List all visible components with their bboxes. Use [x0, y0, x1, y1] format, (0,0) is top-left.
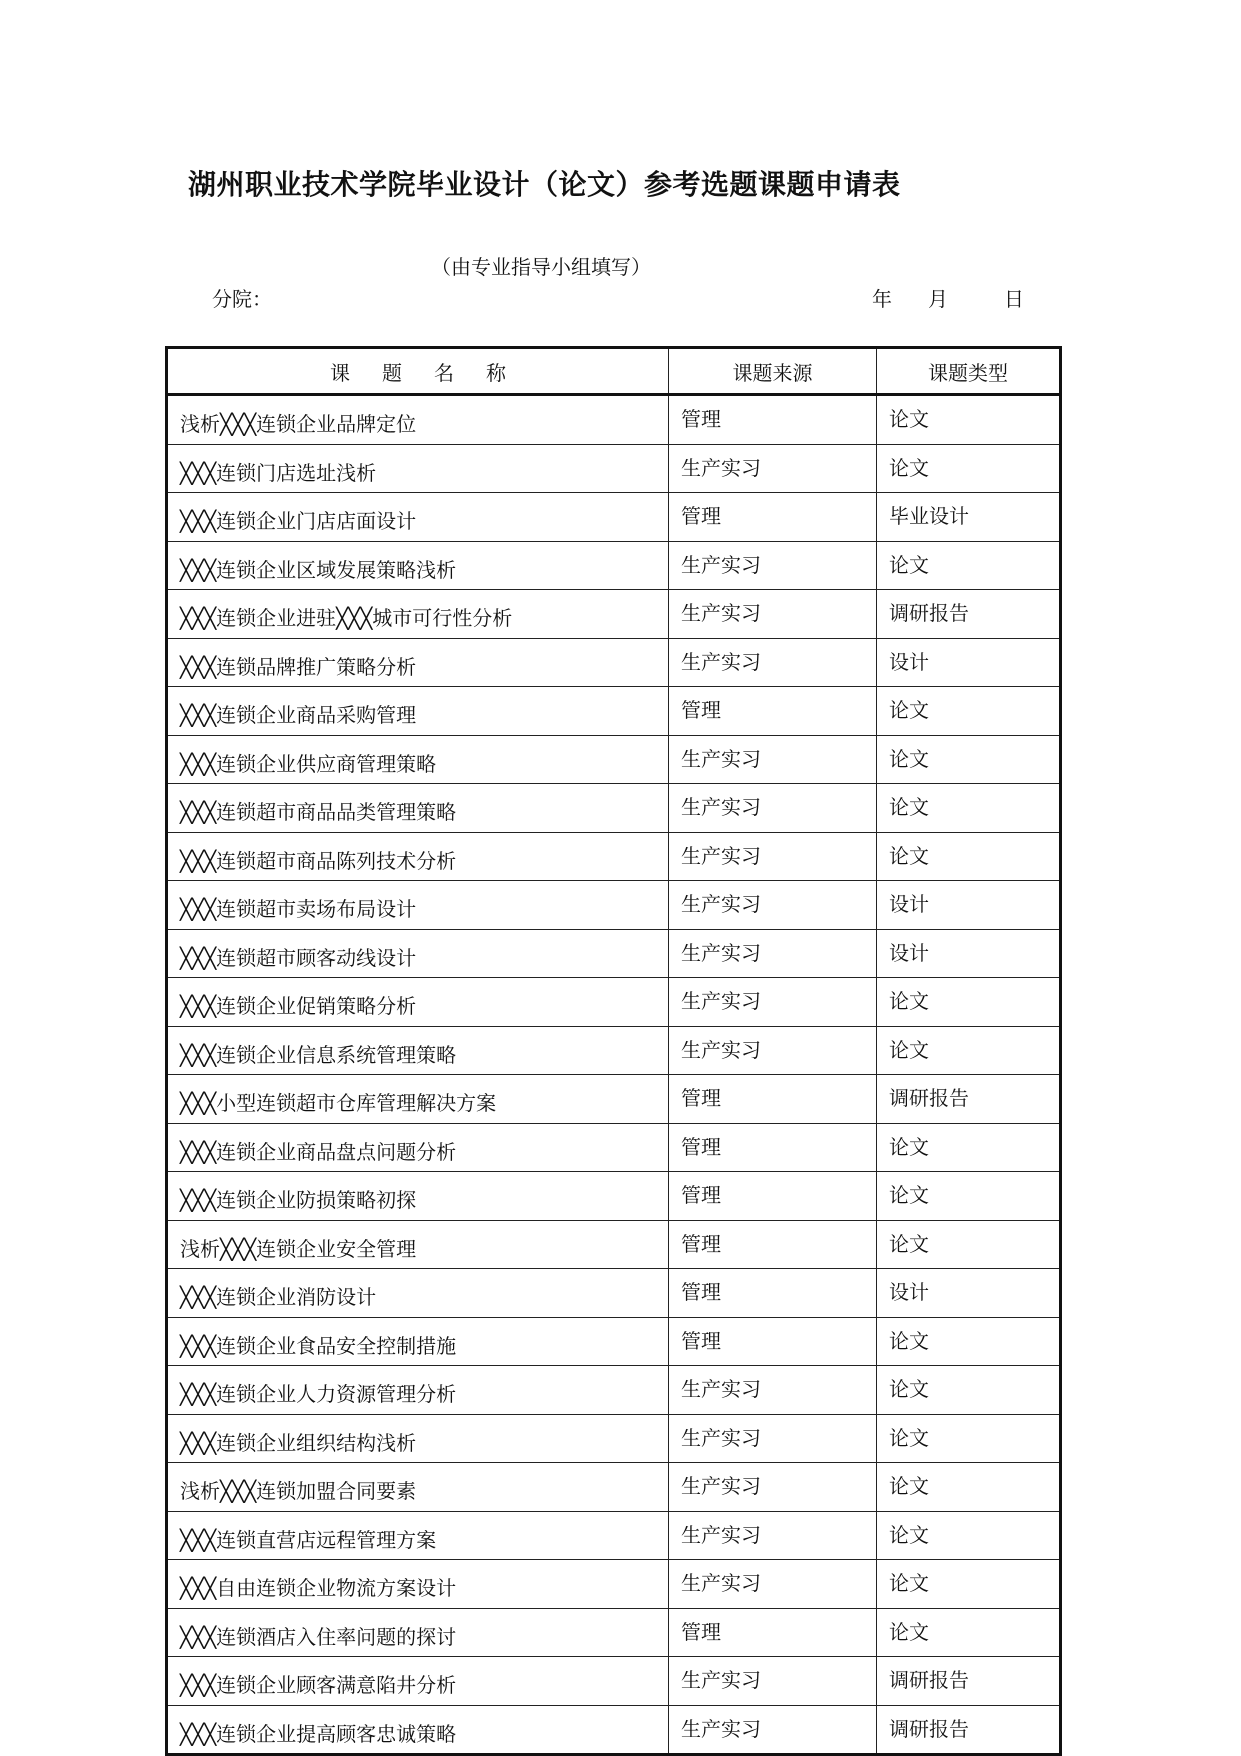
topic-name-cell: ╳╳╳连锁企业进驻╳╳╳城市可行性分析 — [167, 590, 669, 639]
topic-name-cell: ╳╳╳连锁企业促销策略分析 — [167, 978, 669, 1027]
topic-name-cell: 浅析╳╳╳连锁企业安全管理 — [167, 1220, 669, 1269]
table-body — [167, 395, 1061, 1755]
topic-type-cell: 论文 — [877, 1608, 1061, 1657]
topic-source-cell: 管理 — [669, 1172, 877, 1221]
topic-name-cell: ╳╳╳连锁企业区域发展策略浅析 — [167, 541, 669, 590]
topic-source-cell: 生产实习 — [669, 1026, 877, 1075]
table-row — [167, 929, 1061, 978]
table-row — [167, 590, 1061, 639]
table-row — [167, 1026, 1061, 1075]
topic-source-cell: 管理 — [669, 1123, 877, 1172]
topic-source-cell: 生产实习 — [669, 881, 877, 930]
topic-type-cell: 调研报告 — [877, 1657, 1061, 1706]
topic-name-cell: ╳╳╳连锁企业防损策略初探 — [167, 1172, 669, 1221]
topic-name-cell: ╳╳╳连锁企业人力资源管理分析 — [167, 1366, 669, 1415]
table-row — [167, 638, 1061, 687]
table-row — [167, 1366, 1061, 1415]
topic-source-cell: 生产实习 — [669, 1463, 877, 1512]
topic-source-cell: 生产实习 — [669, 590, 877, 639]
table-row — [167, 832, 1061, 881]
topic-source-cell: 管理 — [669, 1075, 877, 1124]
topic-source-cell: 管理 — [669, 493, 877, 542]
topic-type-cell: 论文 — [877, 784, 1061, 833]
topic-type-cell: 论文 — [877, 1560, 1061, 1609]
topic-type-cell: 论文 — [877, 1511, 1061, 1560]
topic-source-cell: 生产实习 — [669, 735, 877, 784]
topic-name-cell: ╳╳╳连锁企业商品盘点问题分析 — [167, 1123, 669, 1172]
topic-source-cell: 生产实习 — [669, 1414, 877, 1463]
header-topic-source: 课题来源 — [669, 348, 877, 395]
topic-source-cell: 管理 — [669, 1220, 877, 1269]
topic-source-cell: 生产实习 — [669, 784, 877, 833]
table-row — [167, 1172, 1061, 1221]
topic-type-cell: 调研报告 — [877, 1705, 1061, 1755]
topic-name-cell: ╳╳╳连锁酒店入住率问题的探讨 — [167, 1608, 669, 1657]
table-row — [167, 881, 1061, 930]
topic-source-cell: 生产实习 — [669, 1657, 877, 1706]
table-row — [167, 1560, 1061, 1609]
topic-name-cell: ╳╳╳自由连锁企业物流方案设计 — [167, 1560, 669, 1609]
topic-table-container — [165, 346, 1059, 1756]
topic-type-cell: 论文 — [877, 832, 1061, 881]
topic-source-cell: 生产实习 — [669, 1705, 877, 1755]
topic-type-cell: 论文 — [877, 1172, 1061, 1221]
topic-name-cell: ╳╳╳连锁超市商品品类管理策略 — [167, 784, 669, 833]
topic-type-cell: 论文 — [877, 978, 1061, 1027]
topic-name-cell: ╳╳╳连锁超市顾客动线设计 — [167, 929, 669, 978]
topic-name-cell: 浅析╳╳╳连锁企业品牌定位 — [167, 395, 669, 445]
document-title: 湖州职业技术学院毕业设计（论文）参考选题课题申请表 — [188, 168, 901, 201]
table-row — [167, 1269, 1061, 1318]
topic-source-cell: 生产实习 — [669, 978, 877, 1027]
table-row — [167, 978, 1061, 1027]
department-label: 分院： — [212, 287, 272, 311]
date-month-label: 月 — [928, 287, 948, 311]
topic-source-cell: 生产实习 — [669, 1560, 877, 1609]
table-row — [167, 1511, 1061, 1560]
topic-name-cell: ╳╳╳连锁企业供应商管理策略 — [167, 735, 669, 784]
table-row — [167, 1608, 1061, 1657]
topic-name-cell: ╳╳╳小型连锁超市仓库管理解决方案 — [167, 1075, 669, 1124]
topic-type-cell: 设计 — [877, 638, 1061, 687]
table-row — [167, 1705, 1061, 1755]
topic-name-cell: 浅析╳╳╳连锁加盟合同要素 — [167, 1463, 669, 1512]
header-topic-type: 课题类型 — [877, 348, 1061, 395]
topic-type-cell: 论文 — [877, 1220, 1061, 1269]
topic-type-cell: 论文 — [877, 1123, 1061, 1172]
topic-source-cell: 生产实习 — [669, 444, 877, 493]
topic-name-cell: ╳╳╳连锁超市卖场布局设计 — [167, 881, 669, 930]
date-field — [872, 283, 1024, 312]
topic-type-cell: 论文 — [877, 541, 1061, 590]
table-row — [167, 1220, 1061, 1269]
topic-source-cell: 生产实习 — [669, 638, 877, 687]
topic-name-cell: ╳╳╳连锁企业食品安全控制措施 — [167, 1317, 669, 1366]
topic-type-cell: 论文 — [877, 1366, 1061, 1415]
topic-type-cell: 论文 — [877, 735, 1061, 784]
topic-type-cell: 调研报告 — [877, 1075, 1061, 1124]
topic-source-cell: 管理 — [669, 1269, 877, 1318]
table-row — [167, 1075, 1061, 1124]
topic-source-cell: 管理 — [669, 395, 877, 445]
topic-type-cell: 设计 — [877, 881, 1061, 930]
table-row — [167, 1463, 1061, 1512]
topic-type-cell: 毕业设计 — [877, 493, 1061, 542]
topic-name-cell: ╳╳╳连锁企业组织结构浅析 — [167, 1414, 669, 1463]
topic-name-cell: ╳╳╳连锁门店选址浅析 — [167, 444, 669, 493]
table-row — [167, 493, 1061, 542]
table-row — [167, 687, 1061, 736]
topic-table — [165, 346, 1062, 1756]
header-topic-name-label: 课题名称 — [330, 360, 538, 385]
topic-source-cell: 生产实习 — [669, 1511, 877, 1560]
topic-name-cell: ╳╳╳连锁品牌推广策略分析 — [167, 638, 669, 687]
topic-type-cell: 论文 — [877, 1463, 1061, 1512]
topic-source-cell: 生产实习 — [669, 1366, 877, 1415]
topic-source-cell: 生产实习 — [669, 832, 877, 881]
table-row — [167, 541, 1061, 590]
table-row — [167, 1657, 1061, 1706]
topic-type-cell: 论文 — [877, 1414, 1061, 1463]
topic-source-cell: 管理 — [669, 1608, 877, 1657]
topic-name-cell: ╳╳╳连锁超市商品陈列技术分析 — [167, 832, 669, 881]
topic-source-cell: 管理 — [669, 687, 877, 736]
topic-type-cell: 设计 — [877, 1269, 1061, 1318]
topic-name-cell: ╳╳╳连锁直营店远程管理方案 — [167, 1511, 669, 1560]
date-year-label: 年 — [872, 287, 892, 311]
topic-name-cell: ╳╳╳连锁企业商品采购管理 — [167, 687, 669, 736]
topic-type-cell: 论文 — [877, 1026, 1061, 1075]
table-row — [167, 735, 1061, 784]
table-row — [167, 784, 1061, 833]
topic-name-cell: ╳╳╳连锁企业消防设计 — [167, 1269, 669, 1318]
document-subtitle: （由专业指导小组填写） — [431, 255, 651, 279]
topic-source-cell: 生产实习 — [669, 541, 877, 590]
topic-name-cell: ╳╳╳连锁企业门店店面设计 — [167, 493, 669, 542]
topic-type-cell: 设计 — [877, 929, 1061, 978]
topic-source-cell: 生产实习 — [669, 929, 877, 978]
topic-name-cell: ╳╳╳连锁企业顾客满意陷井分析 — [167, 1657, 669, 1706]
topic-source-cell: 管理 — [669, 1317, 877, 1366]
topic-name-cell: ╳╳╳连锁企业信息系统管理策略 — [167, 1026, 669, 1075]
topic-type-cell: 论文 — [877, 444, 1061, 493]
header-topic-name — [167, 348, 669, 395]
table-row — [167, 1123, 1061, 1172]
table-row — [167, 1317, 1061, 1366]
date-day-label: 日 — [1004, 287, 1024, 311]
table-header-row — [167, 348, 1061, 395]
table-row — [167, 444, 1061, 493]
topic-type-cell: 论文 — [877, 1317, 1061, 1366]
topic-type-cell: 论文 — [877, 687, 1061, 736]
table-row — [167, 395, 1061, 445]
topic-type-cell: 论文 — [877, 395, 1061, 445]
topic-name-cell: ╳╳╳连锁企业提高顾客忠诚策略 — [167, 1705, 669, 1755]
topic-type-cell: 调研报告 — [877, 590, 1061, 639]
table-row — [167, 1414, 1061, 1463]
